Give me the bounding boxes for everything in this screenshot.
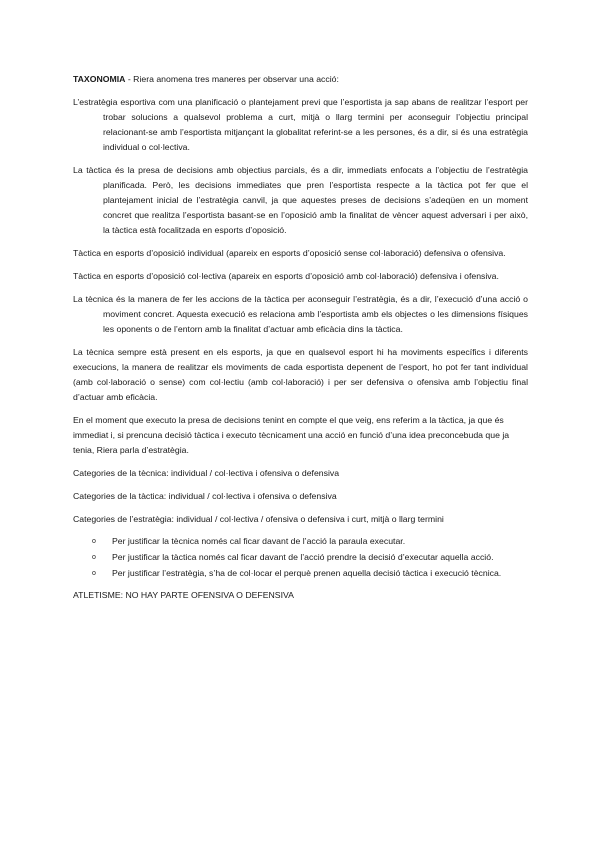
paragraph-estrategia: L’estratègia esportiva com una planificació o plantejament previ que l’esportista ja sap abans de realitzar l’esport per trobar solucions a qualsevol problema a curt, mitjà o llarg termini per aconseguir l’objectiu principal relacionant-se amb l’esportista mitjançant la globalitat referint-se a les persones, és a dir, si és una estratègia individual o col·lectiva.	[73, 97, 528, 152]
paragraph-tactica: La tàctica és la presa de decisions amb objectius parcials, és a dir, immediats enfocats a l’objectiu de l’estratègia planificada. Però, les decisions immediates que pren l’esportista respecte a la tàctica pot fer que el plantejament inicial de l’estratègia canvil, ja que aquestes preses de decisions s’adeqüen en un moment concret que realitza l’esportista basant-se en l’oposició amb la finalitat de vèncer aquest adversari i per això, la tàctica està focalitzada en esports d’oposició.	[73, 165, 528, 235]
paragraph-tecnica-present: La tècnica sempre està present en els esports, ja que en qualsevol esport hi ha moviments específics i diferents execucions, la manera de realitzar els moviments de cada esportista depenent de l’esport, ho pot fer tant individual (amb col·laboració o sense) com col·lectiu (amb col·laboració) i per ser defensiva o ofensiva amb l’objectiu final d’actuar amb eficàcia.	[73, 347, 528, 402]
categories-estrategia: Categories de l’estratègia: individual / col·lectiva / ofensiva o defensiva i curt, mitjà o llarg termini	[73, 514, 444, 524]
taxonomy-intro: - Riera anomena tres maneres per observar una acció:	[125, 74, 339, 84]
bullet-marker: o	[92, 570, 96, 577]
list-item	[73, 550, 528, 565]
paragraph-tactica-collectiva: Tàctica en esports d’oposició col·lectiva (apareix en esports d’oposició amb col·laboració) defensiva i ofensiva.	[73, 271, 499, 281]
list-item-text: Per justificar l’estratègia, s’ha de col·locar el perquè prenen aquella decisió tàctica i execució tècnica.	[112, 568, 502, 578]
paragraph-tecnica: La tècnica és la manera de fer les accions de la tàctica per aconseguir l’estratègia, és a dir, l’execució d’una acció o moviment concret. Aquesta execució es relaciona amb l’esportista amb els objectes o les dimensions físiques les oponents o de l’entorn amb la finalitat d’actuar amb eficàcia dins la tàctica.	[73, 294, 528, 334]
paragraph-tactica-individual: Tàctica en esports d’oposició individual (apareix en esports d’oposició sense col·laboració) defensiva o ofensiva.	[73, 248, 506, 258]
categories-tecnica: Categories de la tècnica: individual / col·lectiva i ofensiva o defensiva	[73, 468, 340, 478]
taxonomy-heading	[73, 72, 528, 87]
taxonomy-label: TAXONOMIA	[73, 74, 126, 84]
bullet-marker: o	[92, 538, 96, 545]
bullet-marker: o	[92, 554, 96, 561]
list-item-text: Per justificar la tàctica només cal ficar davant de l’acció prendre la decisió d’executar aquella acció.	[112, 552, 494, 562]
justification-list	[73, 534, 528, 581]
categories-tactica: Categories de la tàctica: individual / col·lectiva i ofensiva o defensiva	[73, 491, 337, 501]
paragraph-moment: En el moment que executo la presa de decisions tenint en compte el que veig, ens referim a la tàctica, ja que és immediat i, si prencuna decisió tàctica i executo tècnicament una acció en funció d’una idea preconcebuda que ja tenia, Riera parla d’estratègia.	[73, 415, 510, 455]
list-item-text: Per justificar la tècnica només cal ficar davant de l’acció la paraula executar.	[112, 536, 406, 546]
footer-note: ATLETISME: NO HAY PARTE OFENSIVA O DEFENSIVA	[73, 590, 294, 600]
list-item	[73, 534, 528, 549]
list-item	[73, 566, 528, 581]
